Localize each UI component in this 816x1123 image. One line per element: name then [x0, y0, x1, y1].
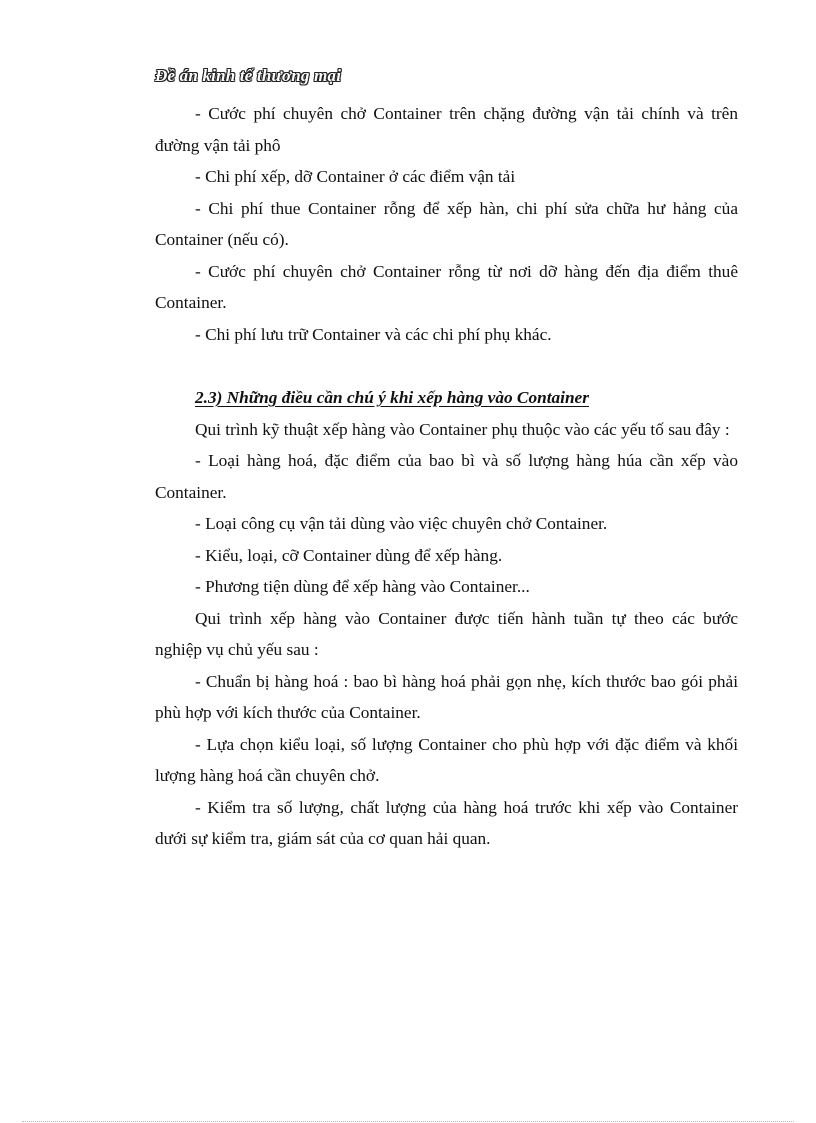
paragraph-storage-cost: - Chi phí lưu trữ Container và các chi phí phụ khác. — [195, 324, 552, 344]
page-bottom-divider — [22, 1121, 794, 1122]
paragraph-empty-freight: - Cước phí chuyên chở Container rỗng từ nơi dỡ hàng đến địa điểm thuê Container. — [155, 261, 738, 312]
paragraph-loading-equipment: - Phương tiện dùng để xếp hàng vào Container... — [195, 577, 530, 596]
paragraph-loading-process-intro: Qui trình kỹ thuật xếp hàng vào Container phụ thuộc vào các yếu tố sau đây : — [195, 419, 730, 439]
section-spacer — [155, 350, 738, 382]
paragraph-prepare-goods: - Chuẩn bị hàng hoá : bao bì hàng hoá phải gọn nhẹ, kích thước bao gói phải phù hợp với kích thước của Container. — [155, 671, 738, 722]
paragraph-container-type: - Kiểu, loại, cỡ Container dùng để xếp hàng. — [195, 545, 503, 565]
paragraph-process-steps-intro: Qui trình xếp hàng vào Container được tiến hành tuần tự theo các bước nghiệp vụ chủ yếu sau : — [155, 608, 738, 659]
document-body — [155, 98, 738, 855]
section-heading: 2.3) Những điều cần chú ý khi xếp hàng vào Container — [195, 388, 589, 407]
paragraph-freight-main-route: - Cước phí chuyên chở Container trên chặng đường vận tải chính và trên đường vận tải phô — [155, 104, 738, 155]
paragraph-transport-tool: - Loại công cụ vận tải dùng vào việc chuyên chở Container. — [195, 514, 608, 533]
paragraph-goods-type: - Loại hàng hoá, đặc điểm của bao bì và số lượng hàng húa cần xếp vào Container. — [155, 451, 738, 502]
paragraph-select-container: - Lựa chọn kiểu loại, số lượng Container cho phù hợp với đặc điểm và khối lượng hàng hoá cần chuyên chở. — [155, 734, 738, 785]
page-header-title: Đề án kinh tế thương mại — [155, 66, 342, 85]
paragraph-handling-cost: - Chi phí xếp, dỡ Container ở các điểm vận tải — [195, 167, 516, 186]
paragraph-inspection: - Kiểm tra số lượng, chất lượng của hàng hoá trước khi xếp vào Container dưới sự kiểm tra, giám sát của cơ quan hải quan. — [155, 797, 738, 848]
paragraph-empty-rental-cost: - Chi phí thue Container rỗng để xếp hàn, chi phí sửa chữa hư hảng của Container (nếu có). — [155, 198, 738, 249]
